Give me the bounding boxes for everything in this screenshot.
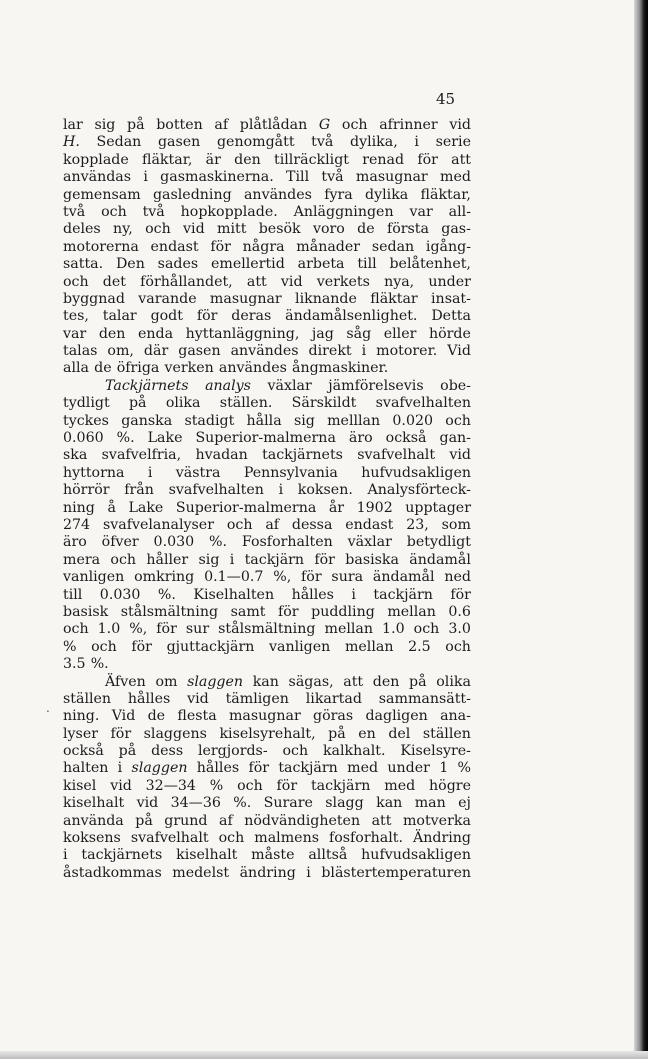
text-line: Äfven om slaggen kan sägas, att den på olika (105, 673, 471, 690)
text-line: 3.5 %. (63, 656, 109, 673)
text-line: användas i gasmaskinerna. Till två masugnar med (63, 169, 471, 186)
text-line: lar sig på botten af plåtlådan G och afrinner vid (63, 117, 471, 133)
text-line: tyckes ganska stadigt hålla sig melllan 0.020 och (63, 412, 471, 429)
text-line: alla de öfriga verken användes ångmaskiner. (63, 360, 389, 377)
text-line: och 1.0 %, för sur stålsmältning mellan 1.0 och 3.0 (63, 621, 471, 638)
text-line: 0.060 %. Lake Superior-malmerna äro också gan- (63, 430, 471, 447)
text-line: ning. Vid de flesta masugnar göras dagligen ana- (63, 708, 471, 725)
text-line: Tackjärnets analys växlar jämförelsevis obe- (105, 377, 471, 394)
text-line: i tackjärnets kiselhalt måste alltså hufvudsakligen (63, 847, 471, 864)
text-line: tes, talar godt för deras ändamålsenlighet. Detta (63, 308, 471, 325)
scan-edge-right (634, 0, 648, 1059)
text-line: halten i slaggen hålles för tackjärn med under 1 % (63, 760, 471, 777)
text-line: basisk stålsmältning samt för puddling mellan 0.6 (63, 603, 471, 620)
text-line: 274 svafvelanalyser och af dessa endast 23, som (63, 516, 471, 533)
margin-mark: . (46, 701, 50, 715)
text-line: ska svafvelfria, hvadan tackjärnets svafvelhalt vid (63, 447, 471, 464)
text-line: lyser för slaggens kiselsyrehalt, på en del ställen (63, 725, 471, 742)
text-line: % och för gjuttackjärn vanligen mellan 2.5 och (63, 638, 471, 655)
text-line: mera och håller sig i tackjärn för basiska ändamål (63, 551, 471, 568)
text-line: använda på grund af nödvändigheten att motverka (63, 812, 471, 829)
text-line: gemensam gasledning användes fyra dylika fläktar, (63, 186, 471, 203)
text-line: var den enda hyttanläggning, jag såg eller hörde (63, 325, 471, 342)
text-line: tydligt på olika ställen. Särskildt svafvelhalten (63, 395, 471, 412)
text-line: två och två hopkopplade. Anläggningen var all- (63, 203, 471, 220)
text-line: åstadkommas medelst ändring i blästertemperaturen (63, 864, 471, 881)
text-line: ning å Lake Superior-malmerna år 1902 upptager (63, 499, 471, 516)
text-line: motorerna endast för några månader sedan igång- (63, 238, 471, 255)
body-text (63, 117, 471, 882)
text-line: koksens svafvelhalt och malmens fosforhalt. Ändring (63, 830, 471, 847)
text-line: talas om, där gasen användes direkt i motorer. Vid (63, 343, 471, 360)
text-line: kisel vid 32—34 % och för tackjärn med högre (63, 777, 471, 794)
text-line: äro öfver 0.030 %. Fosforhalten växlar betydligt (63, 534, 471, 551)
text-line: satta. Den sades emellertid arbeta till belåtenhet, (63, 256, 471, 273)
text-line: ställen hålles vid tämligen likartad sammansätt- (63, 690, 471, 707)
text-line: H. Sedan gasen genomgått två dylika, i serie (63, 134, 471, 151)
text-line: hörrör från svafvelhalten i koksen. Analysförteck- (63, 482, 471, 499)
page-number: 45 (436, 90, 456, 108)
text-line: till 0.030 %. Kiselhalten hålles i tackjärn för (63, 586, 471, 603)
text-line: kopplade fläktar, är den tillräckligt renad för att (63, 151, 471, 168)
text-line: kiselhalt vid 34—36 %. Surare slagg kan man ej (63, 795, 471, 812)
text-line: deles ny, och vid mitt besök voro de första gas- (63, 221, 471, 238)
text-line: också på dess lergjords- och kalkhalt. Kiselsyre- (63, 743, 471, 760)
scan-edge-bottom (0, 1051, 648, 1059)
text-line: och det förhållandet, att vid verkets nya, under (63, 273, 471, 290)
text-line: hyttorna i västra Pennsylvania hufvudsakligen (63, 464, 471, 481)
text-line: vanligen omkring 0.1—0.7 %, för sura ändamål ned (63, 569, 471, 586)
text-line: byggnad varande masugnar liknande fläktar insat- (63, 290, 471, 307)
